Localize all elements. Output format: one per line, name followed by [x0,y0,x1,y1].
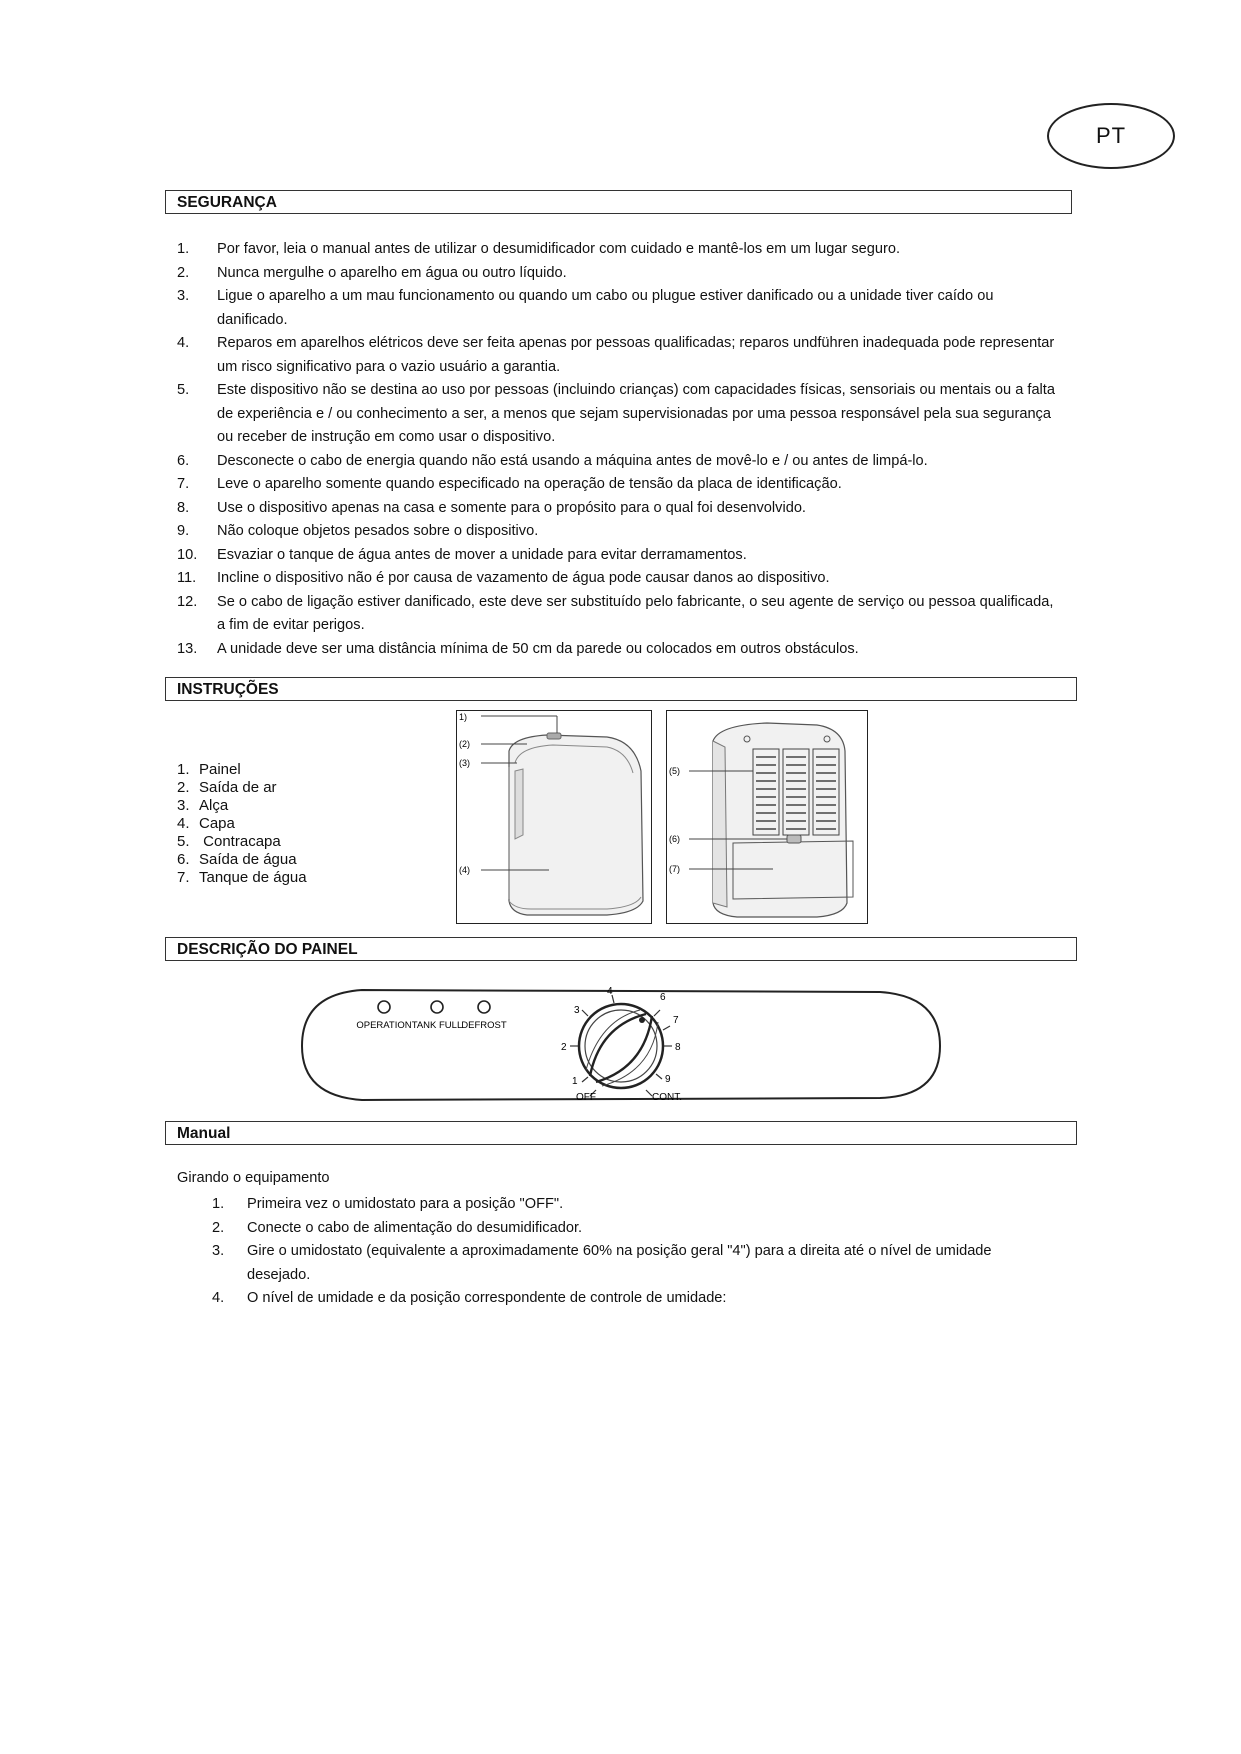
manual-step-item-number: 2. [212,1219,225,1236]
indicator-tank-full-label: TANK FULL [411,1020,463,1031]
safety-item [177,567,1057,591]
part-label: Capa [199,815,235,832]
back-callout-7: (7) [669,864,680,874]
safety-item-number: 11. [177,570,197,586]
manual-step-item [212,1287,1057,1311]
humidistat-dial[interactable] [579,1004,663,1088]
safety-item-number: 4. [177,335,190,351]
safety-item-number: 9. [177,523,190,539]
dial-number-2: 2 [561,1042,567,1053]
front-callout-2: (2) [459,739,470,749]
part-item [177,833,307,851]
part-item [177,815,307,833]
safety-item [177,520,1057,544]
indicator-operation-label: OPERATION [356,1020,412,1031]
dial-number-4: 4 [607,986,613,997]
part-label: Painel [199,761,241,778]
safety-item [177,379,1057,450]
back-view-figure [666,710,868,924]
manual-step-item-text: Gire o umidostato (equivalente a aproximadamente 60% na posição geral "4") para a direita até o nível de umidade desejado. [247,1243,992,1283]
language-badge: PT [1047,103,1175,169]
safety-item-text: Não coloque objetos pesados sobre o dispositivo. [217,523,539,539]
manual-step-item-text: O nível de umidade e da posição correspondente de controle de umidade: [247,1290,727,1306]
safety-item-text: Por favor, leia o manual antes de utilizar o desumidificador com cuidado e mantê-los em um lugar seguro. [217,241,901,257]
part-label: Contracapa [199,833,281,850]
section-header-seguranca: SEGURANÇA [165,190,1072,214]
indicator-defrost-label: DEFROST [461,1020,507,1031]
safety-item [177,262,1057,286]
safety-item-text: Nunca mergulhe o aparelho em água ou outro líquido. [217,264,567,281]
manual-step-item-number: 4. [212,1290,225,1306]
manual-step-item [212,1240,1057,1287]
part-number: 7. [177,869,190,886]
safety-item-number: 5. [177,382,190,398]
part-item [177,779,307,797]
safety-item-number: 8. [177,499,190,516]
manual-steps-list [212,1193,1057,1311]
section-header-painel: DESCRIÇÃO DO PAINEL [165,937,1077,961]
front-callout-3: (3) [459,758,470,768]
part-number: 5. [177,833,190,850]
dial-number-1: 1 [572,1076,578,1087]
part-number: 3. [177,797,190,814]
part-label: Saída de água [199,851,297,868]
dial-number-7: 7 [673,1015,679,1026]
dial-off-label: OFF [576,1092,596,1103]
safety-item-text: Esvaziar o tanque de água antes de mover a unidade para evitar derramamentos. [217,546,747,563]
safety-item-number: 7. [177,476,190,492]
manual-step-item [212,1193,1057,1217]
safety-item-text: A unidade deve ser uma distância mínima de 50 cm da parede ou colocados em outros obstáculos. [217,640,859,657]
section-header-manual: Manual [165,1121,1077,1145]
part-item [177,797,307,815]
front-callout-4: (4) [459,865,470,875]
part-number: 2. [177,779,190,796]
safety-item-number: 6. [177,452,190,469]
safety-item-text: Incline o dispositivo não é por causa de vazamento de água pode causar danos ao dispositivo. [217,570,830,586]
back-callout-6: (6) [669,834,680,844]
dial-number-8: 8 [675,1042,681,1053]
part-label: Saída de ar [199,779,277,796]
safety-item-number: 1. [177,241,190,257]
safety-item [177,332,1057,379]
section-header-instrucoes: INSTRUÇÕES [165,677,1077,701]
control-panel-svg [300,986,942,1104]
safety-item [177,238,1057,262]
part-label: Tanque de água [199,869,307,886]
front-callout-1: 1) [459,712,468,722]
front-view-figure [456,710,652,924]
part-number: 6. [177,851,190,868]
safety-item [177,285,1057,332]
part-item [177,851,307,869]
safety-item-number: 3. [177,288,190,304]
manual-step-item-text: Primeira vez o umidostato para a posição "OFF". [247,1196,564,1212]
safety-item [177,544,1057,568]
safety-item [177,450,1057,474]
safety-item [177,473,1057,497]
part-number: 1. [177,761,190,778]
dial-number-6: 6 [660,992,666,1003]
safety-item-text: Use o dispositivo apenas na casa e somente para o propósito para o qual foi desenvolvido. [217,499,806,516]
back-view-drawing [667,711,867,923]
manual-step-item-number: 1. [212,1196,225,1212]
safety-item-text: Reparos em aparelhos elétricos deve ser feita apenas por pessoas qualificadas; reparos undführen inadequada pode representar um risco significativo para o vazio usuário a garantia. [217,335,1055,375]
safety-item-number: 2. [177,264,190,281]
part-item [177,869,307,887]
control-panel-drawing [300,986,942,1104]
safety-item-number: 10. [177,546,198,563]
part-item [177,761,307,779]
safety-item-text: Se o cabo de ligação estiver danificado, este deve ser substituído pelo fabricante, o seu agente de serviço ou pessoa qualificada, a fim de evitar perigos. [217,593,1054,633]
parts-list [177,761,307,887]
manual-intro: Girando o equipamento [177,1170,330,1186]
dial-number-3: 3 [574,1005,580,1016]
safety-item-text: Leve o aparelho somente quando especificado na operação de tensão da placa de identificação. [217,476,842,492]
part-label: Alça [199,797,229,814]
safety-item [177,591,1057,638]
safety-item [177,497,1057,521]
safety-item [177,638,1057,662]
dial-number-9: 9 [665,1074,671,1085]
part-number: 4. [177,815,190,832]
manual-step-item [212,1217,1057,1241]
dial-cont-label: CONT. [652,1092,682,1103]
front-view-drawing [457,711,651,923]
manual-step-item-number: 3. [212,1243,225,1259]
back-callout-5: (5) [669,766,680,776]
safety-item-text: Ligue o aparelho a um mau funcionamento ou quando um cabo ou plugue estiver danificado ou a unidade tiver caído ou danificado. [217,288,994,328]
safety-item-number: 12. [177,593,198,610]
manual-step-item-text: Conecte o cabo de alimentação do desumidificador. [247,1219,583,1236]
safety-item-text: Este dispositivo não se destina ao uso por pessoas (incluindo crianças) com capacidades físicas, sensoriais ou mentais ou a falta de experiência e / ou conhecimento a ser, a menos que sejam supervisionadas por uma pessoa responsável pela sua segurança ou receber de instrução em como usar o dispositivo. [217,382,1055,445]
safety-list [177,238,1057,661]
safety-item-number: 13. [177,640,198,657]
safety-item-text: Desconecte o cabo de energia quando não está usando a máquina antes de movê-lo e / ou antes de limpá-lo. [217,452,928,469]
